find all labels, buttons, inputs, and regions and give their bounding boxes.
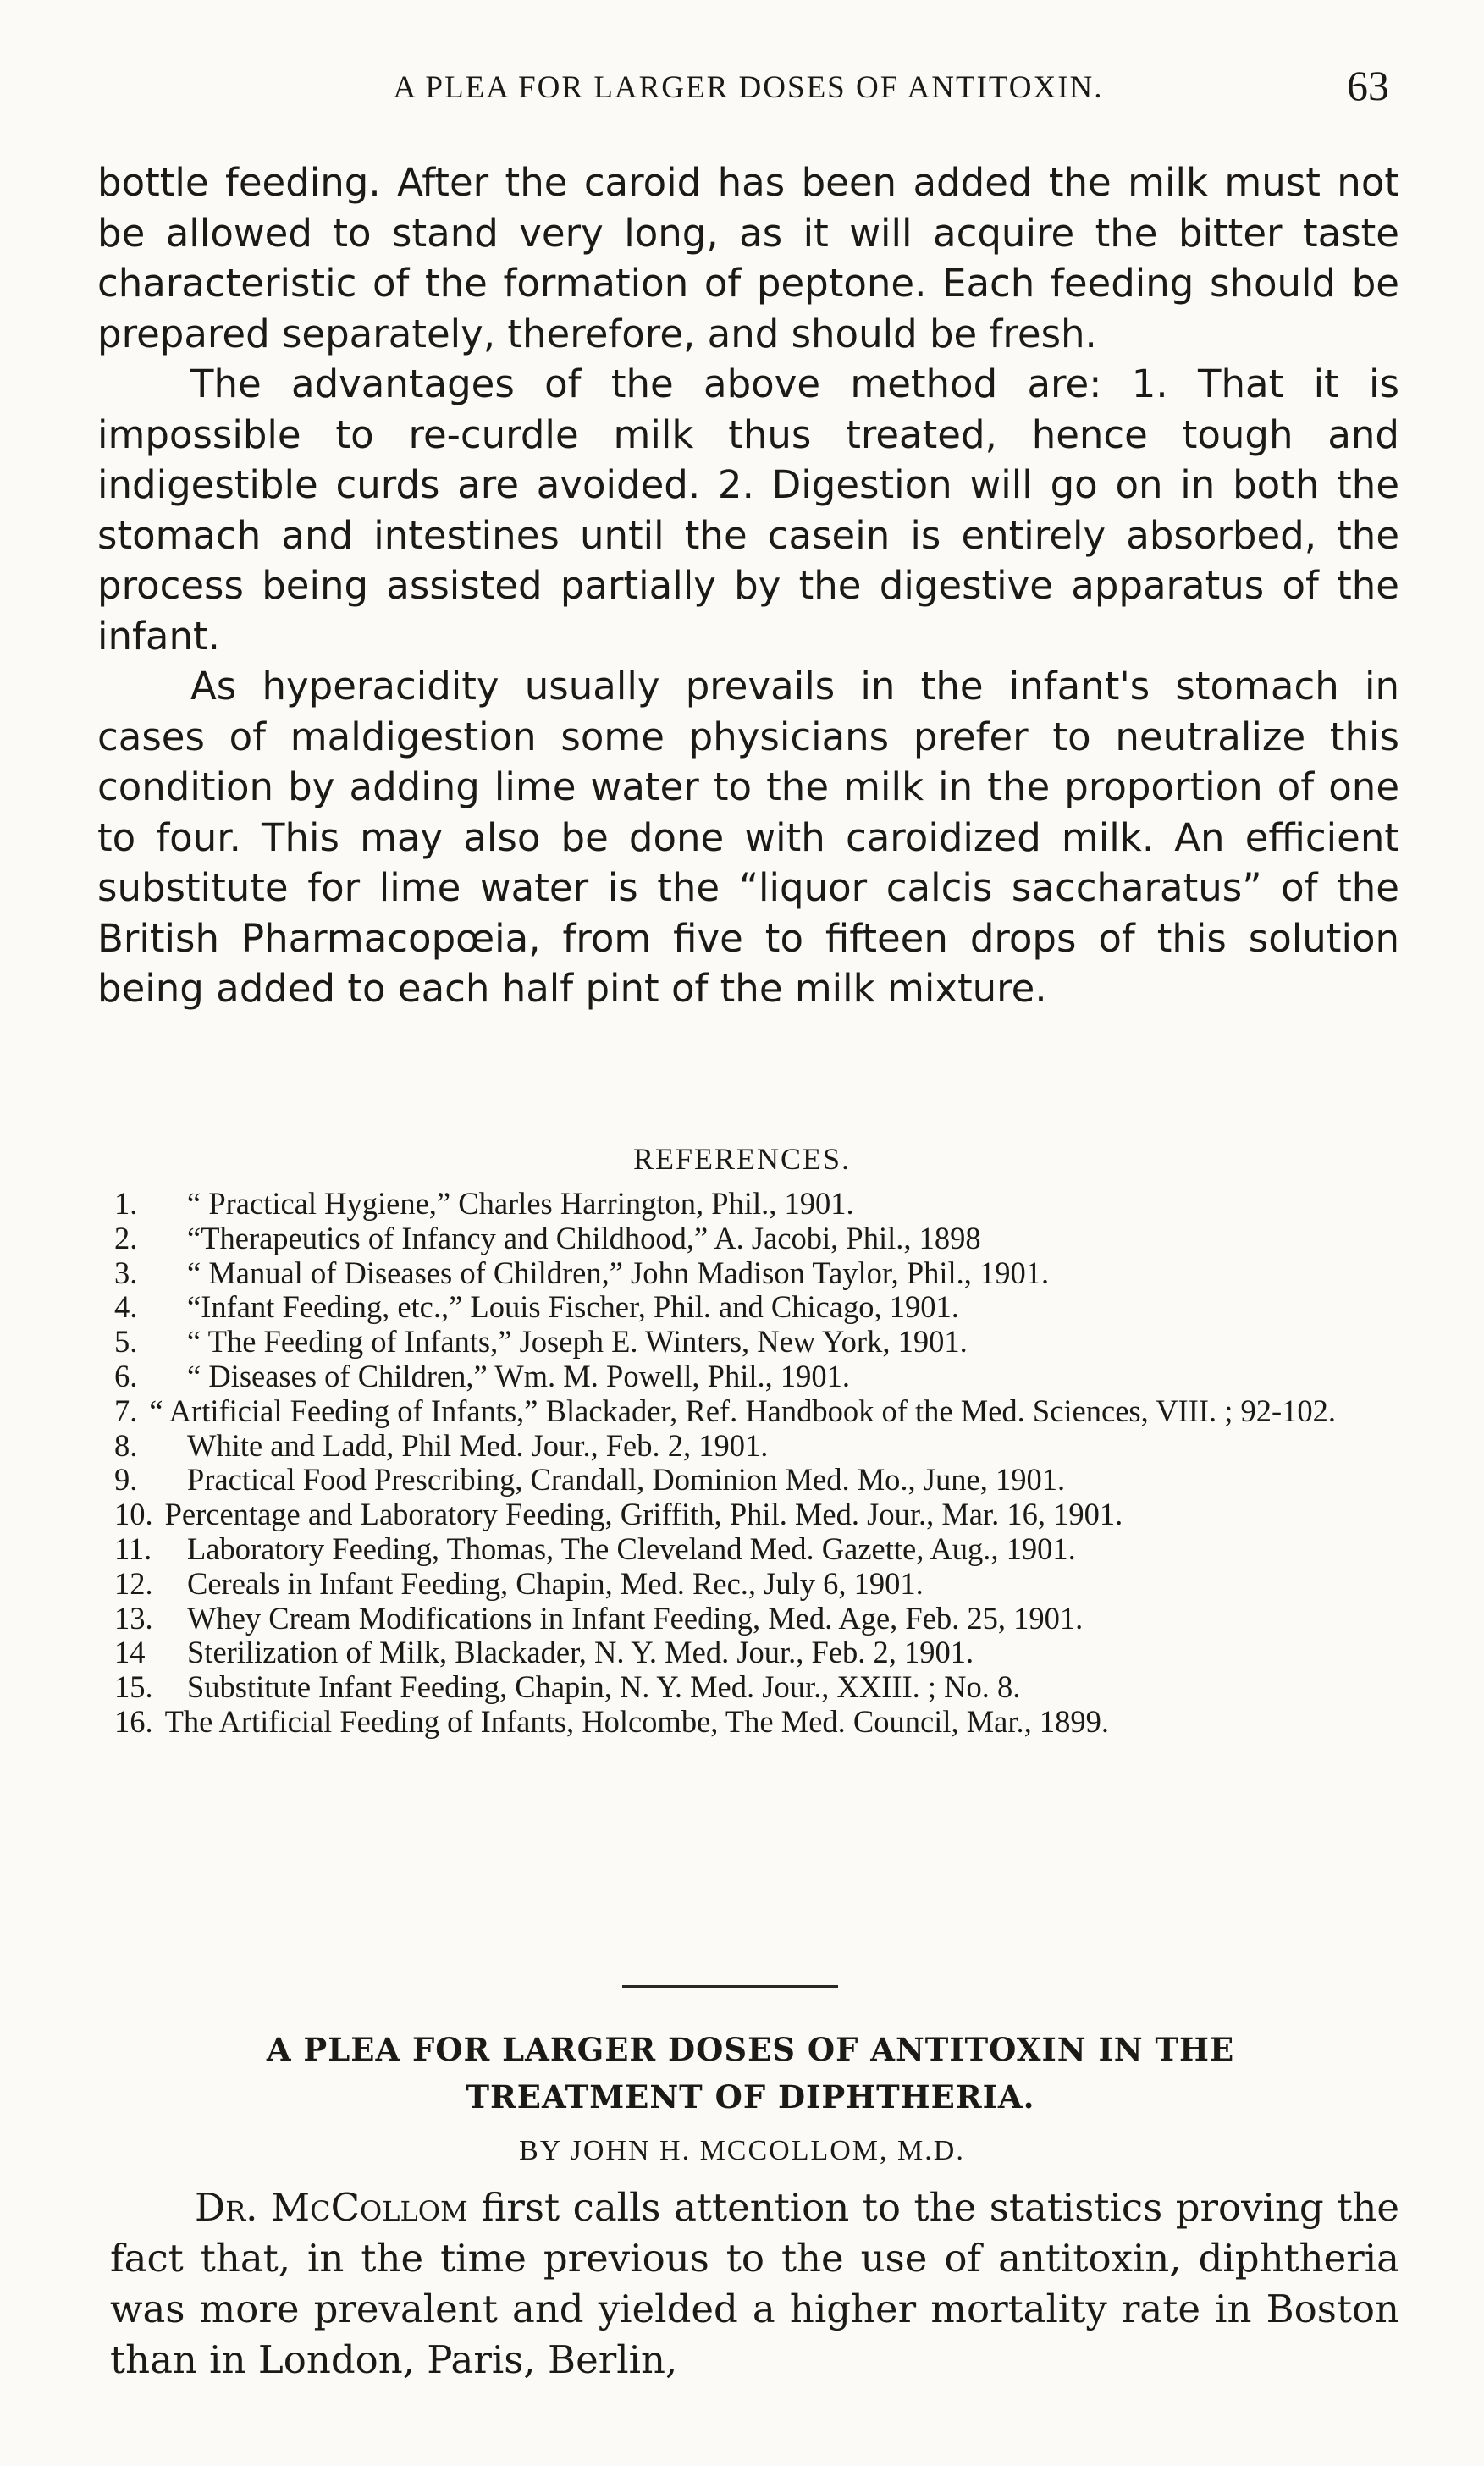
reference-number: 3. — [114, 1255, 138, 1290]
reference-number: 13. — [114, 1600, 153, 1636]
running-head — [97, 61, 1399, 120]
reference-number: 15. — [114, 1669, 153, 1705]
article-title-line-2: TREATMENT OF DIPHTHERIA. — [466, 2078, 1035, 2116]
reference-text: Laboratory Feeding, Thomas, The Cleveland Med. Gazette, Aug., 1901. — [187, 1531, 1076, 1566]
reference-number: 6. — [114, 1358, 138, 1393]
page-number: 63 — [1347, 62, 1389, 109]
references-heading: REFERENCES. — [632, 1142, 852, 1176]
paragraph-hyperacidity: As hyperacidity usually prevails in the infant's stomach in cases of maldigestion some physicians prefer to neutralize this condition by adding lime water to the milk in the proportion of one to four. This may also be done with caroidized milk. An efficient substitute for lime water is the “liquor calcis saccharatus” of the British Pharmacopœia, from five to fifteen drops of this solution being added to each half pint of the milk mixture. — [97, 664, 1399, 1011]
reference-item — [114, 1602, 1399, 1636]
reference-item — [114, 1429, 1399, 1464]
reference-text: “ The Feeding of Infants,” Joseph E. Winters, New York, 1901. — [187, 1324, 968, 1360]
reference-text: “Infant Feeding, etc.,” Louis Fischer, Phil. and Chicago, 1901. — [187, 1289, 959, 1325]
reference-item — [114, 1222, 1399, 1256]
reference-item — [114, 1463, 1399, 1498]
reference-number: 4. — [114, 1289, 138, 1325]
reference-number: 16. — [114, 1703, 153, 1739]
reference-item — [114, 1256, 1399, 1291]
reference-number: 14 — [114, 1635, 146, 1670]
reference-number: 5. — [114, 1324, 138, 1360]
reference-text: “ Practical Hygiene,” Charles Harrington, Phil., 1901. — [187, 1186, 854, 1221]
references-list — [114, 1187, 1399, 1740]
reference-text: Practical Food Prescribing, Crandall, Dominion Med. Mo., June, 1901. — [187, 1462, 1066, 1498]
reference-item — [114, 1325, 1399, 1360]
reference-number: 11. — [114, 1531, 152, 1566]
reference-number: 8. — [114, 1427, 138, 1463]
running-head-title: A PLEA FOR LARGER DOSES OF ANTITOXIN. — [393, 70, 1104, 105]
reference-text: Percentage and Laboratory Feeding, Griffith, Phil. Med. Jour., Mar. 16, 1901. — [164, 1497, 1123, 1532]
reference-number: 1. — [114, 1186, 138, 1221]
reference-item — [114, 1187, 1399, 1222]
reference-item — [57, 1498, 1399, 1532]
reference-text: “ Artificial Feeding of Infants,” Blackader, Ref. Handbook of the Med. Sciences, VIII. ; 92-102. — [149, 1393, 1337, 1428]
reference-item — [114, 1670, 1399, 1705]
article-title — [110, 2026, 1391, 2121]
section-divider — [622, 1985, 838, 1988]
article-lead-paragraph — [110, 2182, 1399, 2386]
reference-item — [114, 1360, 1399, 1394]
reference-item — [114, 1567, 1399, 1602]
article-byline: BY JOHN H. MCCOLLOM, M.D. — [519, 2135, 965, 2166]
reference-item — [114, 1290, 1399, 1325]
reference-number: 7. — [114, 1393, 138, 1428]
reference-text: Whey Cream Modifications in Infant Feeding, Med. Age, Feb. 25, 1901. — [187, 1600, 1084, 1636]
paragraph-caroid-feeding: bottle feeding. After the caroid has been added the milk must not be allowed to stand very long, as it will acquire the bitter taste characteristic of the formation of peptone. Each feeding should be prepared separately, therefore, and should be fresh. — [97, 160, 1399, 356]
author-name-smallcaps: Dr. McCollom — [195, 2185, 468, 2230]
reference-text: White and Ladd, Phil Med. Jour., Feb. 2, 1901. — [187, 1427, 769, 1463]
reference-item — [114, 1532, 1399, 1567]
reference-text: “ Manual of Diseases of Children,” John Madison Taylor, Phil., 1901. — [187, 1255, 1050, 1290]
reference-text: Substitute Infant Feeding, Chapin, N. Y. Med. Jour., XXIII. ; No. 8. — [187, 1669, 1021, 1705]
reference-number: 9. — [114, 1462, 138, 1498]
reference-item — [114, 1636, 1399, 1670]
paragraph-advantages: The advantages of the above method are: 1. That it is impossible to re-curdle milk thus treated, hence tough and indigestible curds are avoided. 2. Digestion will go on in both the stomach and intestines until the casein is entirely absorbed, the process being assisted partially by the digestive apparatus of the infant. — [97, 361, 1399, 659]
reference-number: 10. — [114, 1497, 153, 1532]
reference-item — [57, 1394, 1399, 1429]
lead-text: first calls attention to the statistics proving the fact that, in the time previous to the use of antitoxin, diphtheria was more prevalent and yielded a higher mortality rate in Boston than in London, Paris, Berlin, — [110, 2185, 1399, 2382]
reference-item — [57, 1705, 1399, 1740]
reference-text: Sterilization of Milk, Blackader, N. Y. Med. Jour., Feb. 2, 1901. — [187, 1635, 974, 1670]
reference-text: “ Diseases of Children,” Wm. M. Powell, Phil., 1901. — [187, 1358, 850, 1393]
reference-text: Cereals in Infant Feeding, Chapin, Med. Rec., July 6, 1901. — [187, 1565, 924, 1601]
body-text — [97, 157, 1399, 1014]
article-title-line-1: A PLEA FOR LARGER DOSES OF ANTITOXIN IN THE — [266, 2031, 1235, 2068]
reference-text: “Therapeutics of Infancy and Childhood,” A. Jacobi, Phil., 1898 — [187, 1220, 981, 1255]
reference-number: 2. — [114, 1220, 138, 1255]
reference-number: 12. — [114, 1565, 153, 1601]
reference-text: The Artificial Feeding of Infants, Holcombe, The Med. Council, Mar., 1899. — [164, 1703, 1110, 1739]
